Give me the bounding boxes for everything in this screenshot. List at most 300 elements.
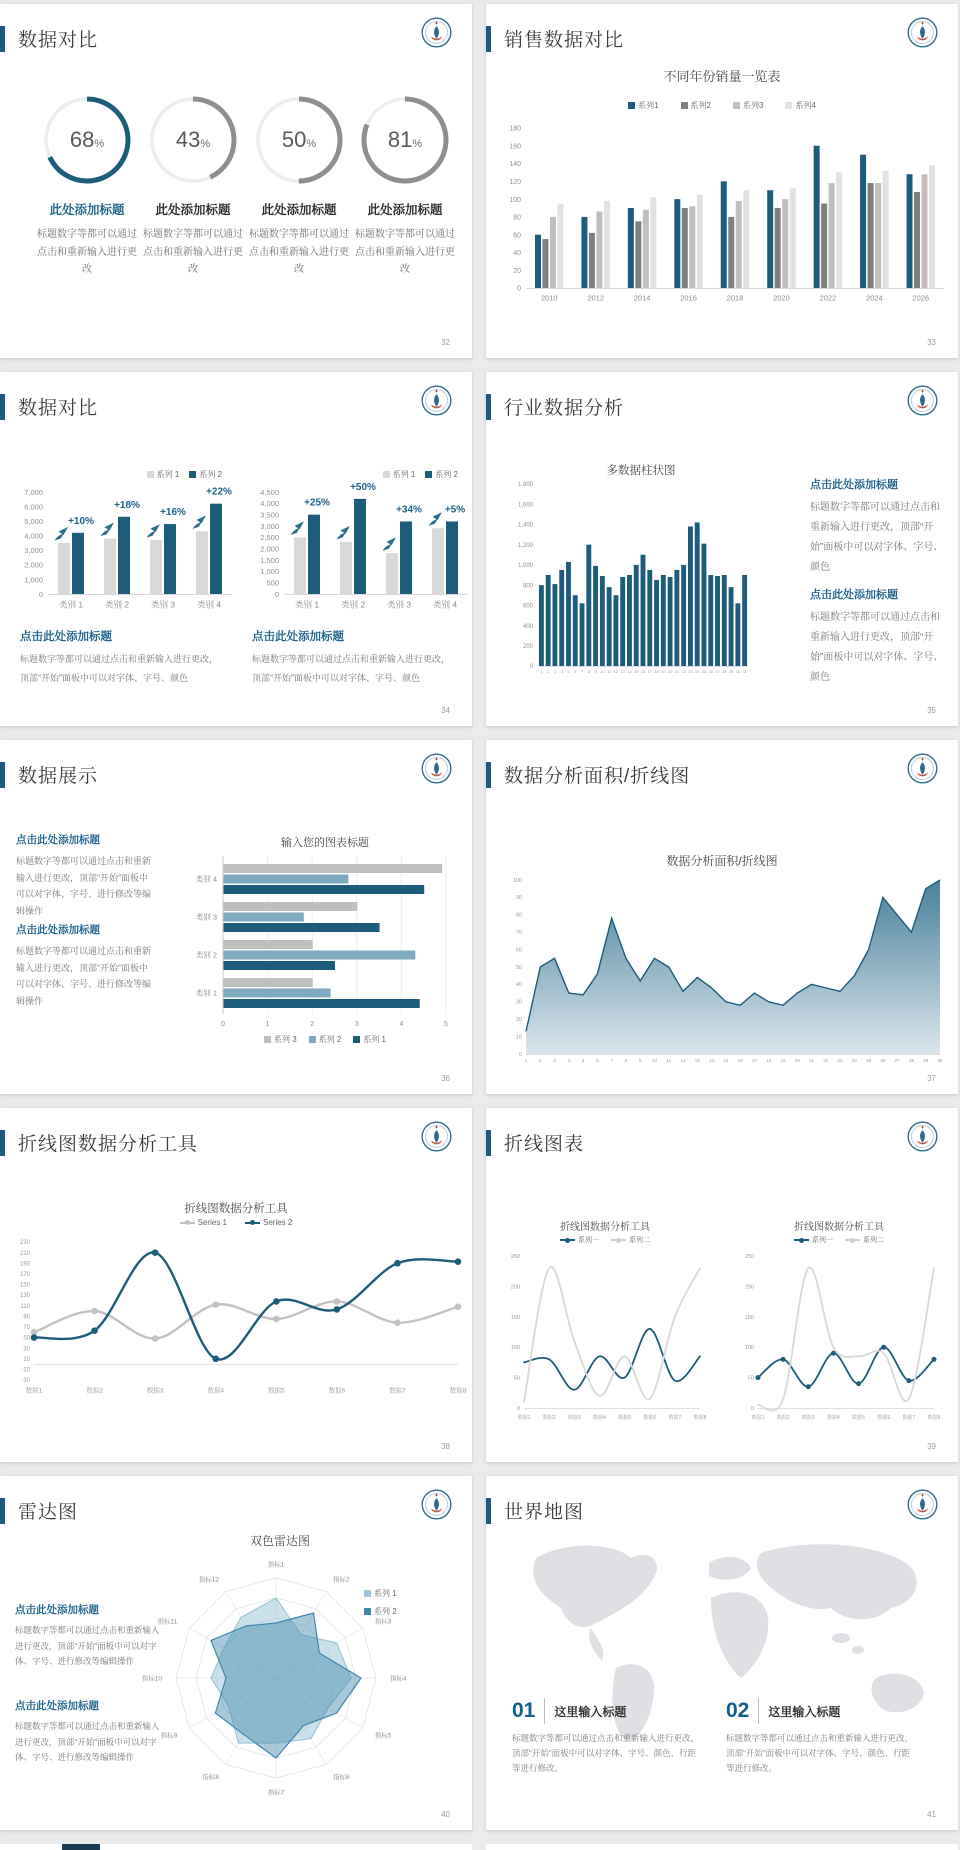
svg-text:5: 5 bbox=[581, 1058, 585, 1063]
donut-unit: % bbox=[306, 138, 317, 150]
svg-text:3,000: 3,000 bbox=[24, 546, 43, 556]
donut-chart bbox=[147, 94, 239, 186]
svg-text:3: 3 bbox=[553, 669, 557, 674]
svg-text:指标8: 指标8 bbox=[202, 1774, 219, 1782]
svg-text:指标4: 指标4 bbox=[390, 1675, 407, 1683]
svg-text:+18%: +18% bbox=[114, 499, 140, 511]
svg-text:14: 14 bbox=[709, 1058, 715, 1063]
svg-text:6: 6 bbox=[596, 1058, 599, 1063]
svg-text:2,000: 2,000 bbox=[260, 544, 279, 554]
svg-text:类别 4: 类别 4 bbox=[432, 599, 458, 610]
svg-text:11: 11 bbox=[666, 1058, 672, 1063]
block-heading: 点击此处添加标题 bbox=[15, 1700, 99, 1712]
svg-text:6,000: 6,000 bbox=[24, 502, 43, 512]
svg-text:+5%: +5% bbox=[444, 504, 466, 516]
svg-text:80: 80 bbox=[513, 214, 521, 222]
svg-text:7: 7 bbox=[610, 1058, 613, 1063]
svg-text:指标10: 指标10 bbox=[141, 1675, 162, 1683]
svg-text:40: 40 bbox=[513, 250, 521, 258]
title-accent-bar bbox=[0, 1130, 5, 1156]
svg-text:2010: 2010 bbox=[540, 293, 558, 303]
svg-text:数据5: 数据5 bbox=[267, 1387, 285, 1395]
page-number: 34 bbox=[441, 706, 450, 715]
svg-text:210: 210 bbox=[19, 1250, 30, 1257]
svg-text:40: 40 bbox=[515, 982, 522, 989]
svg-text:90: 90 bbox=[515, 895, 522, 902]
chart-title: 折线图数据分析工具 bbox=[794, 1222, 884, 1233]
svg-text:2026: 2026 bbox=[912, 293, 930, 303]
chart-title: 输入您的图表标题 bbox=[281, 837, 369, 849]
svg-text:30: 30 bbox=[23, 1346, 30, 1353]
svg-text:4: 4 bbox=[567, 1058, 571, 1063]
block-body: 标题数字等都可以通过点击和重新输入进行更改，顶部“开始”面板中可以对字体、字号、进行修改等编辑操作 bbox=[16, 946, 152, 1006]
svg-text:3,500: 3,500 bbox=[260, 510, 279, 520]
svg-text:19: 19 bbox=[661, 669, 666, 674]
donut-value: 50 bbox=[281, 127, 307, 152]
svg-text:指标11: 指标11 bbox=[157, 1618, 178, 1626]
svg-text:30: 30 bbox=[937, 1058, 943, 1063]
svg-text:150: 150 bbox=[19, 1282, 30, 1289]
school-logo-icon bbox=[421, 17, 452, 48]
svg-text:200: 200 bbox=[510, 1284, 520, 1291]
slide-thumbnail-35[interactable] bbox=[486, 372, 958, 726]
text-block bbox=[16, 832, 156, 919]
page-number: 41 bbox=[927, 1810, 936, 1819]
svg-text:100: 100 bbox=[510, 1345, 520, 1352]
svg-text:10: 10 bbox=[515, 1034, 522, 1041]
svg-text:800: 800 bbox=[522, 583, 533, 590]
svg-text:指标12: 指标12 bbox=[198, 1576, 219, 1584]
svg-text:3,000: 3,000 bbox=[260, 521, 279, 531]
donut-cell bbox=[246, 94, 352, 279]
svg-text:18: 18 bbox=[654, 669, 659, 674]
svg-text:2024: 2024 bbox=[865, 293, 883, 303]
svg-text:2016: 2016 bbox=[680, 293, 697, 303]
svg-text:5: 5 bbox=[567, 669, 570, 674]
svg-text:2020: 2020 bbox=[773, 293, 790, 303]
svg-text:60: 60 bbox=[515, 947, 522, 954]
svg-text:80: 80 bbox=[515, 912, 522, 919]
svg-text:9: 9 bbox=[594, 669, 597, 674]
title-accent-bar bbox=[486, 394, 491, 420]
donut-value: 68 bbox=[69, 127, 95, 152]
block-body: 标题数字等都可以通过点击和重新输入进行更改，顶部“开始”面板中可以对字体、字号、进行修改等编辑操作 bbox=[16, 856, 152, 916]
numbered-item bbox=[726, 1698, 918, 1776]
svg-text:26: 26 bbox=[708, 669, 713, 674]
svg-text:2012: 2012 bbox=[587, 293, 605, 303]
svg-text:120: 120 bbox=[509, 178, 521, 186]
school-logo-icon bbox=[421, 1489, 452, 1520]
slide-title: 销售数据对比 bbox=[504, 30, 625, 51]
page-number: 32 bbox=[441, 338, 450, 347]
svg-text:1,000: 1,000 bbox=[517, 563, 533, 570]
slide-title: 数据展示 bbox=[18, 766, 99, 787]
svg-text:指标7: 指标7 bbox=[267, 1789, 285, 1797]
svg-text:400: 400 bbox=[522, 623, 533, 630]
title-accent-bar bbox=[0, 1498, 5, 1524]
svg-text:90: 90 bbox=[23, 1314, 30, 1321]
svg-text:5,000: 5,000 bbox=[24, 516, 43, 526]
svg-text:2018: 2018 bbox=[726, 293, 744, 303]
svg-text:类别 4: 类别 4 bbox=[195, 874, 217, 884]
svg-text:数据4: 数据4 bbox=[827, 1415, 840, 1421]
chart-title: 折线图数据分析工具 bbox=[560, 1222, 650, 1233]
svg-text:100: 100 bbox=[512, 877, 522, 884]
svg-text:数据4: 数据4 bbox=[593, 1415, 606, 1421]
block-heading: 点击此处添加标题 bbox=[16, 924, 100, 936]
school-logo-icon bbox=[421, 1121, 452, 1152]
svg-text:13: 13 bbox=[620, 669, 625, 674]
donut-unit: % bbox=[94, 138, 105, 150]
svg-text:150: 150 bbox=[744, 1314, 754, 1321]
svg-text:指标9: 指标9 bbox=[160, 1732, 178, 1740]
svg-text:数据5: 数据5 bbox=[618, 1415, 631, 1421]
svg-text:100: 100 bbox=[509, 196, 521, 204]
slide-thumbnail-32[interactable] bbox=[0, 4, 472, 358]
svg-text:200: 200 bbox=[522, 643, 533, 650]
donut-caption: 标题数字等都可以通过点击和重新输入进行更改 bbox=[37, 229, 137, 275]
block-body: 标题数字等都可以通过点击和重新输入进行更改，顶部“开始”面板中可以对字体、字号、颜色 bbox=[20, 654, 219, 683]
svg-text:11: 11 bbox=[607, 669, 612, 674]
next-slide-peek[interactable] bbox=[486, 1844, 958, 1850]
block-body: 标题数字等都可以通过点击和重新输入进行更改，顶部“开始”面板中可以对字体、字号、颜色 bbox=[252, 654, 451, 683]
svg-text:2022: 2022 bbox=[819, 293, 837, 303]
svg-text:23: 23 bbox=[837, 1058, 843, 1063]
slide-title: 折线图表 bbox=[504, 1134, 585, 1155]
donut-cell bbox=[352, 94, 458, 279]
svg-text:0: 0 bbox=[750, 1405, 754, 1412]
mini-line-chart-right bbox=[734, 1248, 944, 1426]
svg-text:18: 18 bbox=[766, 1058, 772, 1063]
svg-text:22: 22 bbox=[681, 669, 686, 674]
chart-legend: 系列 3 系列 2 系列 1 bbox=[190, 1034, 460, 1045]
school-logo-icon bbox=[907, 385, 938, 416]
svg-text:21: 21 bbox=[809, 1058, 815, 1063]
svg-text:12: 12 bbox=[680, 1058, 686, 1063]
block-heading: 点击此处添加标题 bbox=[252, 631, 344, 643]
donut-caption: 标题数字等都可以通过点击和重新输入进行更改 bbox=[355, 229, 455, 275]
svg-text:类别 2: 类别 2 bbox=[340, 599, 366, 610]
block-body: 标题数字等都可以通过点击和重新输入进行更改，顶部“开始”面板中可以对字体、字号、颜色 bbox=[810, 612, 944, 683]
svg-text:数据1: 数据1 bbox=[517, 1415, 531, 1421]
svg-text:200: 200 bbox=[744, 1284, 754, 1291]
svg-text:10: 10 bbox=[600, 669, 605, 674]
svg-text:22: 22 bbox=[823, 1058, 829, 1063]
chart-legend: 系列一 系列二 bbox=[500, 1235, 710, 1245]
svg-text:2: 2 bbox=[310, 1021, 315, 1028]
svg-text:8: 8 bbox=[624, 1058, 628, 1063]
donut-unit: % bbox=[412, 138, 423, 150]
svg-text:1,600: 1,600 bbox=[517, 502, 533, 509]
svg-text:-10: -10 bbox=[21, 1367, 30, 1374]
title-accent-bar bbox=[0, 394, 5, 420]
svg-text:指标6: 指标6 bbox=[333, 1774, 350, 1782]
slide-thumbnail-40[interactable] bbox=[0, 1476, 472, 1830]
svg-text:数据2: 数据2 bbox=[776, 1415, 790, 1421]
svg-text:+25%: +25% bbox=[304, 497, 330, 509]
svg-text:150: 150 bbox=[510, 1314, 520, 1321]
donut-cell bbox=[34, 94, 140, 279]
svg-text:500: 500 bbox=[266, 578, 279, 588]
slide-title: 数据对比 bbox=[18, 30, 99, 51]
line-chart bbox=[0, 1234, 472, 1402]
svg-text:指标3: 指标3 bbox=[374, 1618, 392, 1626]
chart-legend: 系列一 系列二 bbox=[734, 1235, 944, 1245]
svg-text:数据1: 数据1 bbox=[25, 1387, 43, 1395]
chart-legend: 系列 1 系列 2 bbox=[244, 469, 472, 480]
slide-thumbnail-37[interactable] bbox=[486, 740, 958, 1094]
svg-text:30: 30 bbox=[735, 669, 741, 674]
block-body: 标题数字等都可以通过点击和重新输入进行更改，顶部“开始”面板中可以对字体、字号、进行修改等编辑操作 bbox=[15, 1625, 160, 1666]
text-block bbox=[15, 1602, 165, 1670]
svg-text:类别 3: 类别 3 bbox=[150, 599, 176, 610]
svg-text:4: 4 bbox=[560, 669, 563, 674]
sales-bar-chart bbox=[486, 120, 958, 308]
slide-title: 行业数据分析 bbox=[504, 398, 625, 419]
svg-text:数据6: 数据6 bbox=[328, 1387, 346, 1395]
school-logo-icon bbox=[907, 753, 938, 784]
svg-text:0: 0 bbox=[517, 285, 521, 293]
svg-text:1,000: 1,000 bbox=[260, 567, 279, 577]
area-line-chart bbox=[496, 870, 948, 1070]
svg-text:140: 140 bbox=[509, 161, 521, 169]
slide-title: 雷达图 bbox=[18, 1502, 79, 1523]
svg-text:0: 0 bbox=[221, 1021, 225, 1028]
horizontal-bar-chart bbox=[190, 846, 460, 1046]
slide-thumbnail-38[interactable] bbox=[0, 1108, 472, 1462]
title-accent-bar bbox=[486, 26, 491, 52]
svg-text:数据8: 数据8 bbox=[927, 1415, 941, 1421]
svg-text:0: 0 bbox=[518, 1051, 522, 1058]
numbered-item bbox=[512, 1698, 704, 1776]
chart-title: 双色雷达图 bbox=[249, 1534, 310, 1548]
donut-heading: 此处添加标题 bbox=[367, 203, 443, 217]
title-accent-bar bbox=[486, 1130, 491, 1156]
svg-text:13: 13 bbox=[694, 1058, 700, 1063]
svg-text:数据7: 数据7 bbox=[902, 1415, 916, 1421]
svg-text:2,000: 2,000 bbox=[24, 560, 43, 570]
svg-text:3: 3 bbox=[553, 1058, 556, 1063]
svg-text:9: 9 bbox=[638, 1058, 642, 1063]
svg-text:29: 29 bbox=[923, 1058, 929, 1063]
svg-text:数据8: 数据8 bbox=[449, 1387, 467, 1395]
svg-text:50: 50 bbox=[513, 1375, 520, 1382]
svg-text:130: 130 bbox=[19, 1293, 30, 1300]
svg-text:60: 60 bbox=[513, 232, 521, 240]
item-title: 这里输入标题 bbox=[554, 1704, 627, 1719]
svg-text:17: 17 bbox=[751, 1058, 757, 1063]
svg-text:数据7: 数据7 bbox=[668, 1415, 682, 1421]
svg-text:-30: -30 bbox=[21, 1378, 30, 1385]
text-block bbox=[20, 628, 225, 688]
svg-text:数据6: 数据6 bbox=[877, 1415, 891, 1421]
svg-text:1,000: 1,000 bbox=[24, 575, 43, 585]
title-accent-bar bbox=[486, 1498, 491, 1524]
svg-text:类别 1: 类别 1 bbox=[58, 599, 84, 610]
block-heading: 点击此处添加标题 bbox=[810, 479, 898, 491]
chart-legend: 系列1 系列2 系列3 系列4 bbox=[522, 100, 922, 111]
item-number: 02 bbox=[726, 1699, 750, 1722]
svg-text:4,000: 4,000 bbox=[260, 499, 279, 509]
donut-chart bbox=[359, 94, 451, 186]
svg-text:2: 2 bbox=[539, 1058, 542, 1063]
svg-text:1,200: 1,200 bbox=[517, 542, 533, 549]
svg-text:250: 250 bbox=[744, 1253, 754, 1260]
school-logo-icon bbox=[907, 17, 938, 48]
svg-text:数据3: 数据3 bbox=[146, 1387, 164, 1395]
svg-text:数据5: 数据5 bbox=[852, 1415, 865, 1421]
page-number: 37 bbox=[927, 1074, 936, 1083]
svg-text:数据2: 数据2 bbox=[542, 1415, 556, 1421]
svg-text:21: 21 bbox=[674, 669, 680, 674]
chart-legend: Series 1 Series 2 bbox=[0, 1218, 472, 1227]
multi-column-chart bbox=[496, 474, 796, 684]
svg-text:1,800: 1,800 bbox=[517, 482, 533, 489]
donut-chart bbox=[253, 94, 345, 186]
page-number: 38 bbox=[441, 1442, 450, 1451]
svg-text:28: 28 bbox=[908, 1058, 914, 1063]
svg-text:类别 3: 类别 3 bbox=[195, 912, 217, 922]
vertical-divider bbox=[544, 1698, 545, 1724]
item-number: 01 bbox=[512, 1699, 536, 1722]
svg-text:28: 28 bbox=[722, 669, 727, 674]
svg-text:10: 10 bbox=[23, 1356, 30, 1363]
item-title: 这里输入标题 bbox=[768, 1704, 841, 1719]
item-body: 标题数字等都可以通过点击和重新输入进行更改，顶部“开始”面板中可以对字体、字号、颜色、行距等进行修改。 bbox=[512, 1733, 700, 1773]
svg-text:4,500: 4,500 bbox=[260, 487, 279, 497]
chart-title: 数据分析面积/折线图 bbox=[666, 854, 778, 868]
svg-text:0: 0 bbox=[529, 664, 533, 671]
svg-text:数据8: 数据8 bbox=[693, 1415, 707, 1421]
chart-legend: 系列 1 系列 2 bbox=[364, 1588, 397, 1617]
svg-text:20: 20 bbox=[667, 669, 673, 674]
donut-caption: 标题数字等都可以通过点击和重新输入进行更改 bbox=[143, 229, 243, 275]
svg-text:8: 8 bbox=[587, 669, 590, 674]
svg-text:3: 3 bbox=[354, 1021, 359, 1028]
svg-text:16: 16 bbox=[640, 669, 646, 674]
svg-text:0: 0 bbox=[274, 589, 279, 599]
item-body: 标题数字等都可以通过点击和重新输入进行更改，顶部“开始”面板中可以对字体、字号、颜色、行距等进行修改。 bbox=[726, 1733, 914, 1773]
block-body: 标题数字等都可以通过点击和重新输入进行更改，顶部“开始”面板中可以对字体、字号、颜色 bbox=[810, 502, 944, 573]
svg-text:190: 190 bbox=[19, 1261, 30, 1268]
compare-bar-chart-left bbox=[8, 482, 236, 618]
svg-text:2014: 2014 bbox=[633, 293, 651, 303]
slide-title: 数据对比 bbox=[18, 398, 99, 419]
slide-title: 数据分析面积/折线图 bbox=[504, 766, 691, 787]
svg-text:50: 50 bbox=[515, 964, 522, 971]
svg-text:指标1: 指标1 bbox=[267, 1561, 285, 1569]
block-heading: 点击此处添加标题 bbox=[15, 1604, 99, 1616]
svg-text:180: 180 bbox=[509, 125, 521, 133]
svg-text:70: 70 bbox=[515, 930, 522, 936]
text-block bbox=[16, 922, 156, 1009]
text-block bbox=[810, 586, 945, 688]
svg-text:24: 24 bbox=[694, 669, 700, 674]
title-accent-bar bbox=[486, 762, 491, 788]
svg-text:指标5: 指标5 bbox=[374, 1732, 392, 1740]
svg-text:600: 600 bbox=[522, 603, 533, 610]
svg-text:15: 15 bbox=[633, 669, 639, 674]
slide-thumbnail-39[interactable] bbox=[486, 1108, 958, 1462]
donut-row bbox=[34, 94, 458, 279]
svg-text:30: 30 bbox=[515, 999, 522, 1006]
slide-title: 世界地图 bbox=[504, 1502, 585, 1523]
svg-text:16: 16 bbox=[737, 1058, 743, 1063]
svg-text:4: 4 bbox=[399, 1021, 404, 1028]
page-number: 40 bbox=[441, 1810, 450, 1819]
svg-text:类别 1: 类别 1 bbox=[294, 599, 320, 610]
svg-text:1: 1 bbox=[540, 669, 543, 674]
svg-text:数据3: 数据3 bbox=[567, 1415, 581, 1421]
svg-text:19: 19 bbox=[780, 1058, 786, 1063]
svg-text:数据1: 数据1 bbox=[751, 1415, 765, 1421]
svg-text:类别 1: 类别 1 bbox=[195, 988, 217, 998]
text-block bbox=[810, 476, 945, 578]
svg-text:12: 12 bbox=[613, 669, 619, 674]
donut-value: 81 bbox=[387, 127, 413, 152]
mini-line-chart-left bbox=[500, 1248, 710, 1426]
svg-text:110: 110 bbox=[20, 1303, 30, 1310]
svg-text:20: 20 bbox=[513, 267, 521, 275]
svg-text:2,500: 2,500 bbox=[260, 533, 279, 543]
svg-text:+34%: +34% bbox=[396, 504, 422, 516]
svg-text:7,000: 7,000 bbox=[24, 487, 43, 497]
slide-thumbnail-33[interactable] bbox=[486, 4, 958, 358]
svg-text:15: 15 bbox=[723, 1058, 729, 1063]
svg-text:0: 0 bbox=[38, 589, 43, 599]
compare-bar-chart-right bbox=[244, 482, 472, 618]
svg-text:27: 27 bbox=[715, 669, 720, 674]
svg-text:31: 31 bbox=[742, 669, 747, 674]
vertical-divider bbox=[758, 1698, 759, 1724]
svg-text:100: 100 bbox=[744, 1345, 754, 1352]
slide-thumbnail-34[interactable] bbox=[0, 372, 472, 726]
svg-text:50: 50 bbox=[23, 1335, 30, 1342]
chart-title: 折线图数据分析工具 bbox=[184, 1203, 288, 1215]
svg-text:+22%: +22% bbox=[206, 486, 232, 498]
svg-text:14: 14 bbox=[627, 669, 632, 674]
svg-text:50: 50 bbox=[747, 1375, 754, 1382]
svg-text:指标2: 指标2 bbox=[333, 1576, 350, 1584]
svg-text:27: 27 bbox=[894, 1058, 900, 1063]
svg-text:数据6: 数据6 bbox=[643, 1415, 657, 1421]
slide-thumbnail-36[interactable] bbox=[0, 740, 472, 1094]
slide-thumbnail-41[interactable] bbox=[486, 1476, 958, 1830]
school-logo-icon bbox=[907, 1489, 938, 1520]
block-heading: 点击此处添加标题 bbox=[810, 589, 898, 601]
block-heading: 点击此处添加标题 bbox=[20, 631, 112, 643]
svg-text:23: 23 bbox=[688, 669, 693, 674]
donut-chart bbox=[41, 94, 133, 186]
svg-text:1,500: 1,500 bbox=[260, 555, 279, 565]
svg-text:数据4: 数据4 bbox=[207, 1387, 225, 1395]
svg-text:29: 29 bbox=[728, 669, 734, 674]
donut-caption: 标题数字等都可以通过点击和重新输入进行更改 bbox=[249, 229, 349, 275]
title-accent-bar bbox=[0, 26, 5, 52]
text-block bbox=[15, 1698, 165, 1766]
svg-text:类别 3: 类别 3 bbox=[386, 599, 412, 610]
svg-text:26: 26 bbox=[880, 1058, 886, 1063]
svg-text:1: 1 bbox=[524, 1058, 528, 1063]
svg-text:+50%: +50% bbox=[350, 481, 376, 493]
donut-value: 43 bbox=[175, 127, 201, 152]
school-logo-icon bbox=[907, 1121, 938, 1152]
chart-legend: 系列 1 系列 2 bbox=[8, 469, 236, 480]
svg-text:25: 25 bbox=[866, 1058, 872, 1063]
page-number: 39 bbox=[927, 1442, 936, 1451]
donut-cell bbox=[140, 94, 246, 279]
svg-text:6: 6 bbox=[574, 669, 577, 674]
